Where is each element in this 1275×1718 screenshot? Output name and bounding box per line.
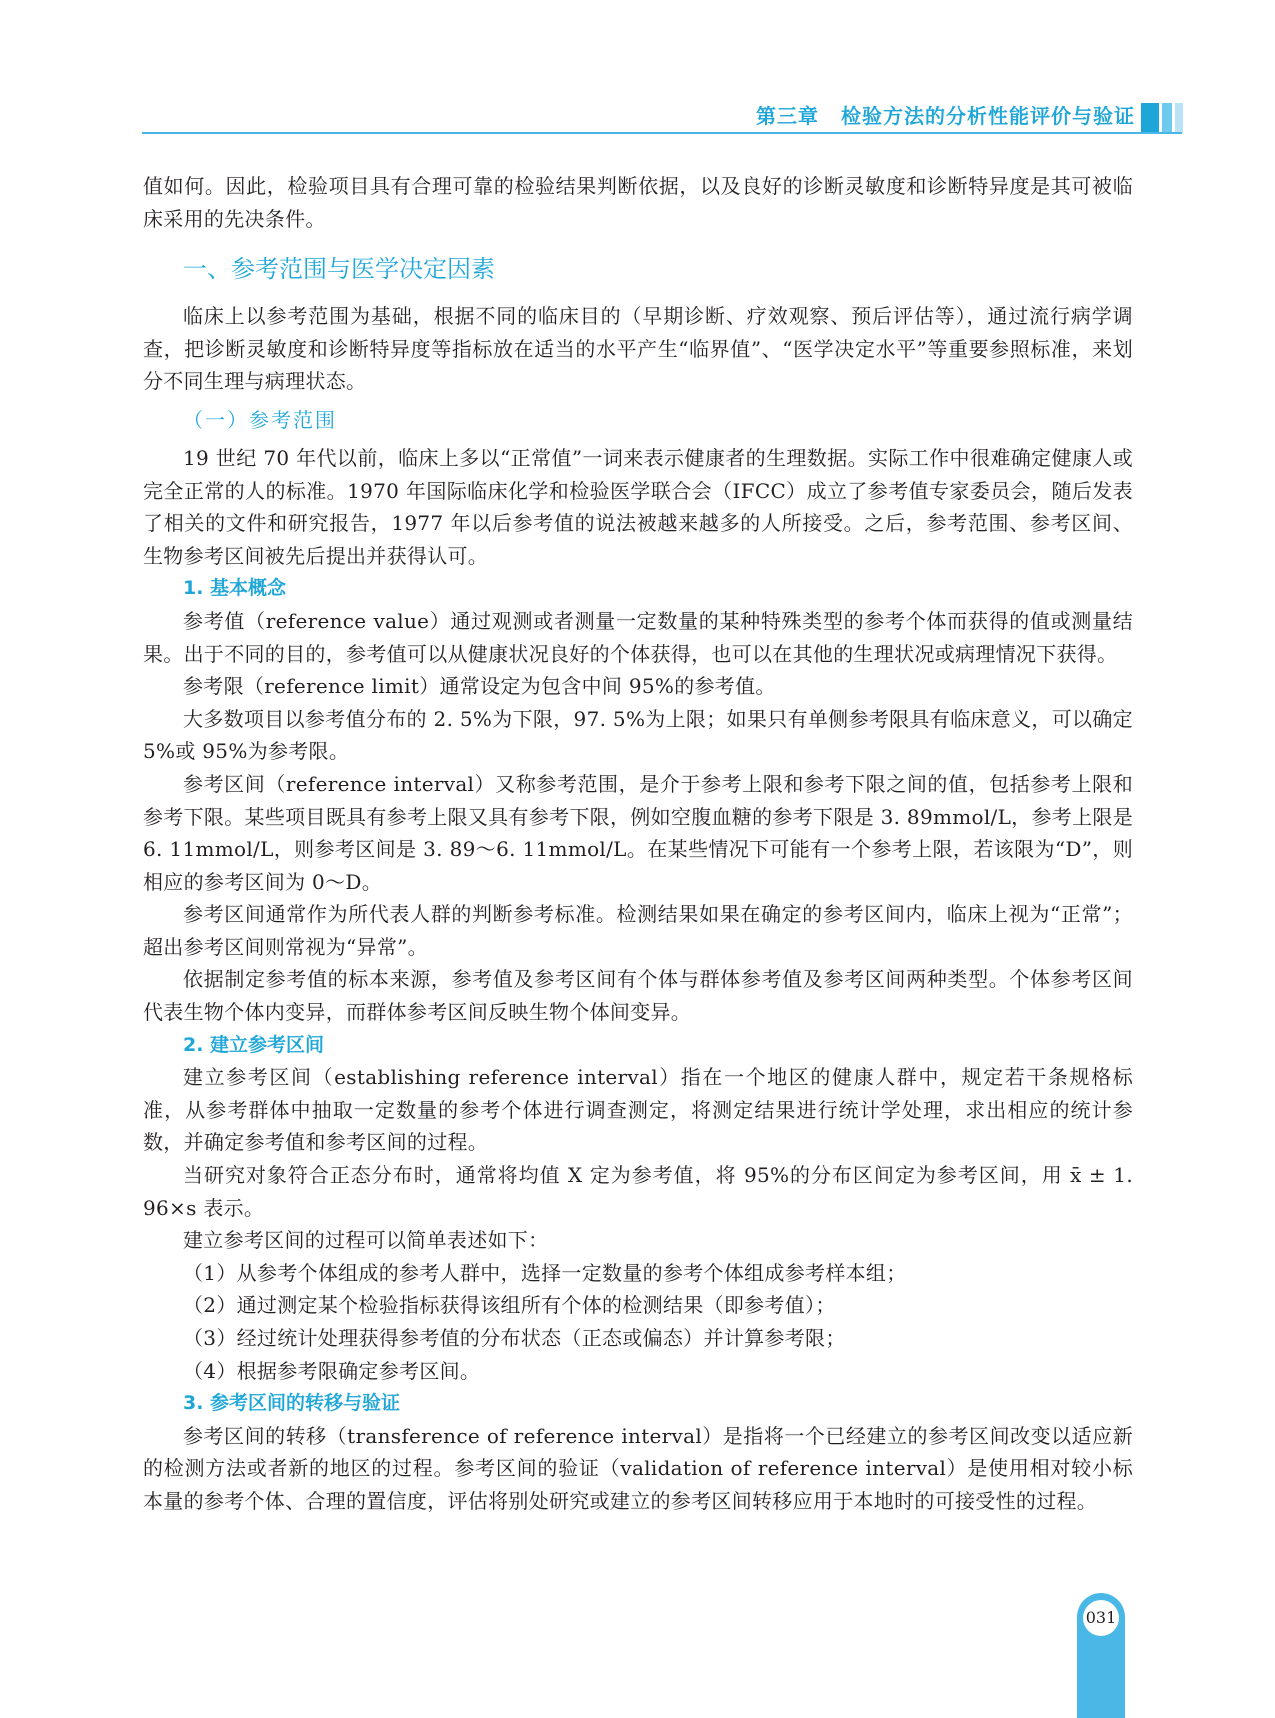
- list-item-step-4: （4）根据参考限确定参考区间。: [183, 1358, 481, 1383]
- paragraph-process-intro: 建立参考区间的过程可以简单表述如下：: [183, 1228, 549, 1253]
- chapter-header-title: [756, 100, 1135, 129]
- paragraph-reference-interval: 参考区间（reference interval）又称参考范围，是介于参考上限和参考下限之间的值，包括参考上限和参考下限。某些项目既具有参考上限又具有参考下限，例如空腹血糖的参考下限是 3. 89mmol/L，参考上限是 6. 11mmol/L，则参考区间是 3. 89～6. 11mmol/L。在某些情况下可能有一个参考上限，若该限为“D”，则相应的参考区间为 0～D。: [143, 771, 1133, 894]
- section-heading: 一、参考范围与医学决定因素: [183, 255, 495, 284]
- paragraph-reference-value: 参考值（reference value）通过观测或者测量一定数量的某种特殊类型的参考个体而获得的值或测量结果。出于不同的目的，参考值可以从健康状况良好的个体获得，也可以在其他的生理状况或病理情况下获得。: [143, 608, 1133, 666]
- chapter-label: 第三章: [756, 104, 819, 128]
- header-accent-block: [1141, 103, 1159, 133]
- paragraph-establishing-definition: 建立参考区间（establishing reference interval）指在一个地区的健康人群中，规定若干条规格标准，从参考群体中抽取一定数量的参考个体进行调查测定，将测定结果进行统计学处理，求出相应的统计参数，并确定参考值和参考区间的过程。: [143, 1065, 1133, 1155]
- paragraph-normal-distribution: 当研究对象符合正态分布时，通常将均值 X 定为参考值，将 95%的分布区间定为参考区间，用 x̄ ± 1. 96×s 表示。: [143, 1163, 1133, 1220]
- subsection-heading: （一）参考范围: [183, 407, 337, 432]
- paragraph-limit-percentiles: 大多数项目以参考值分布的 2. 5%为下限，97. 5%为上限；如果只有单侧参考限具有临床意义，可以确定 5%或 95%为参考限。: [143, 706, 1133, 764]
- paragraph-reference-limit: 参考限（reference limit）通常设定为包含中间 95%的参考值。: [183, 674, 776, 699]
- paragraph-individual-group: 依据制定参考值的标本来源，参考值及参考区间有个体与群体参考值及参考区间两种类型。个体参考区间代表生物个体内变异，而群体参考区间反映生物个体间变异。: [143, 967, 1133, 1025]
- list-item-step-2: （2）通过测定某个检验指标获得该组所有个体的检测结果（即参考值）；: [183, 1293, 836, 1318]
- page-body: [143, 170, 1133, 1518]
- header-rule: [142, 132, 1182, 134]
- page-number: 031: [1083, 1600, 1119, 1636]
- point-heading-basic-concepts: 1. 基本概念: [183, 577, 287, 600]
- point-heading-transfer-validation: 3. 参考区间的转移与验证: [183, 1392, 401, 1415]
- intro-paragraph: 值如何。因此，检验项目具有合理可靠的检验结果判断依据，以及良好的诊断灵敏度和诊断特异度是其可被临床采用的先决条件。: [143, 174, 1133, 231]
- paragraph-transfer-validation: 参考区间的转移（transference of reference interval）是指将一个已经建立的参考区间改变以适应新的检测方法或者新的地区的过程。参考区间的验证（validation of reference interval）是使用相对较小标本量的参考个体、合理的置信度，评估将别处研究或建立的参考区间转移应用于本地时的可接受性的过程。: [143, 1423, 1133, 1513]
- point-heading-establishing: 2. 建立参考区间: [183, 1033, 325, 1056]
- header-accent-block: [1162, 103, 1172, 133]
- list-item-step-1: （1）从参考个体组成的参考人群中，选择一定数量的参考个体组成参考样本组；: [183, 1260, 907, 1285]
- section-paragraph: 临床上以参考范围为基础，根据不同的临床目的（早期诊断、疗效观察、预后评估等），通过流行病学调查，把诊断灵敏度和诊断特异度等指标放在适当的水平产生“临界值”、“医学决定水平”等重要参照标准，来划分不同生理与病理状态。: [143, 304, 1133, 394]
- list-item-step-3: （3）经过统计处理获得参考值的分布状态（正态或偏态）并计算参考限；: [183, 1326, 846, 1350]
- header-accent-block: [1175, 103, 1183, 133]
- paragraph-normal-abnormal: 参考区间通常作为所代表人群的判断参考标准。检测结果如果在确定的参考区间内，临床上视为“正常”；超出参考区间则常视为“异常”。: [143, 902, 1133, 959]
- chapter-title: 检验方法的分析性能评价与验证: [841, 104, 1135, 128]
- subsection-paragraph: 19 世纪 70 年代以前，临床上多以“正常值”一词来表示健康者的生理数据。实际工作中很难确定健康人或完全正常的人的标准。1970 年国际临床化学和检验医学联合会（IFCC）成立了参考值专家委员会，随后发表了相关的文件和研究报告，1977 年以后参考值的说法被越来越多的人所接受。之后，参考范围、参考区间、生物参考区间被先后提出并获得认可。: [143, 445, 1133, 568]
